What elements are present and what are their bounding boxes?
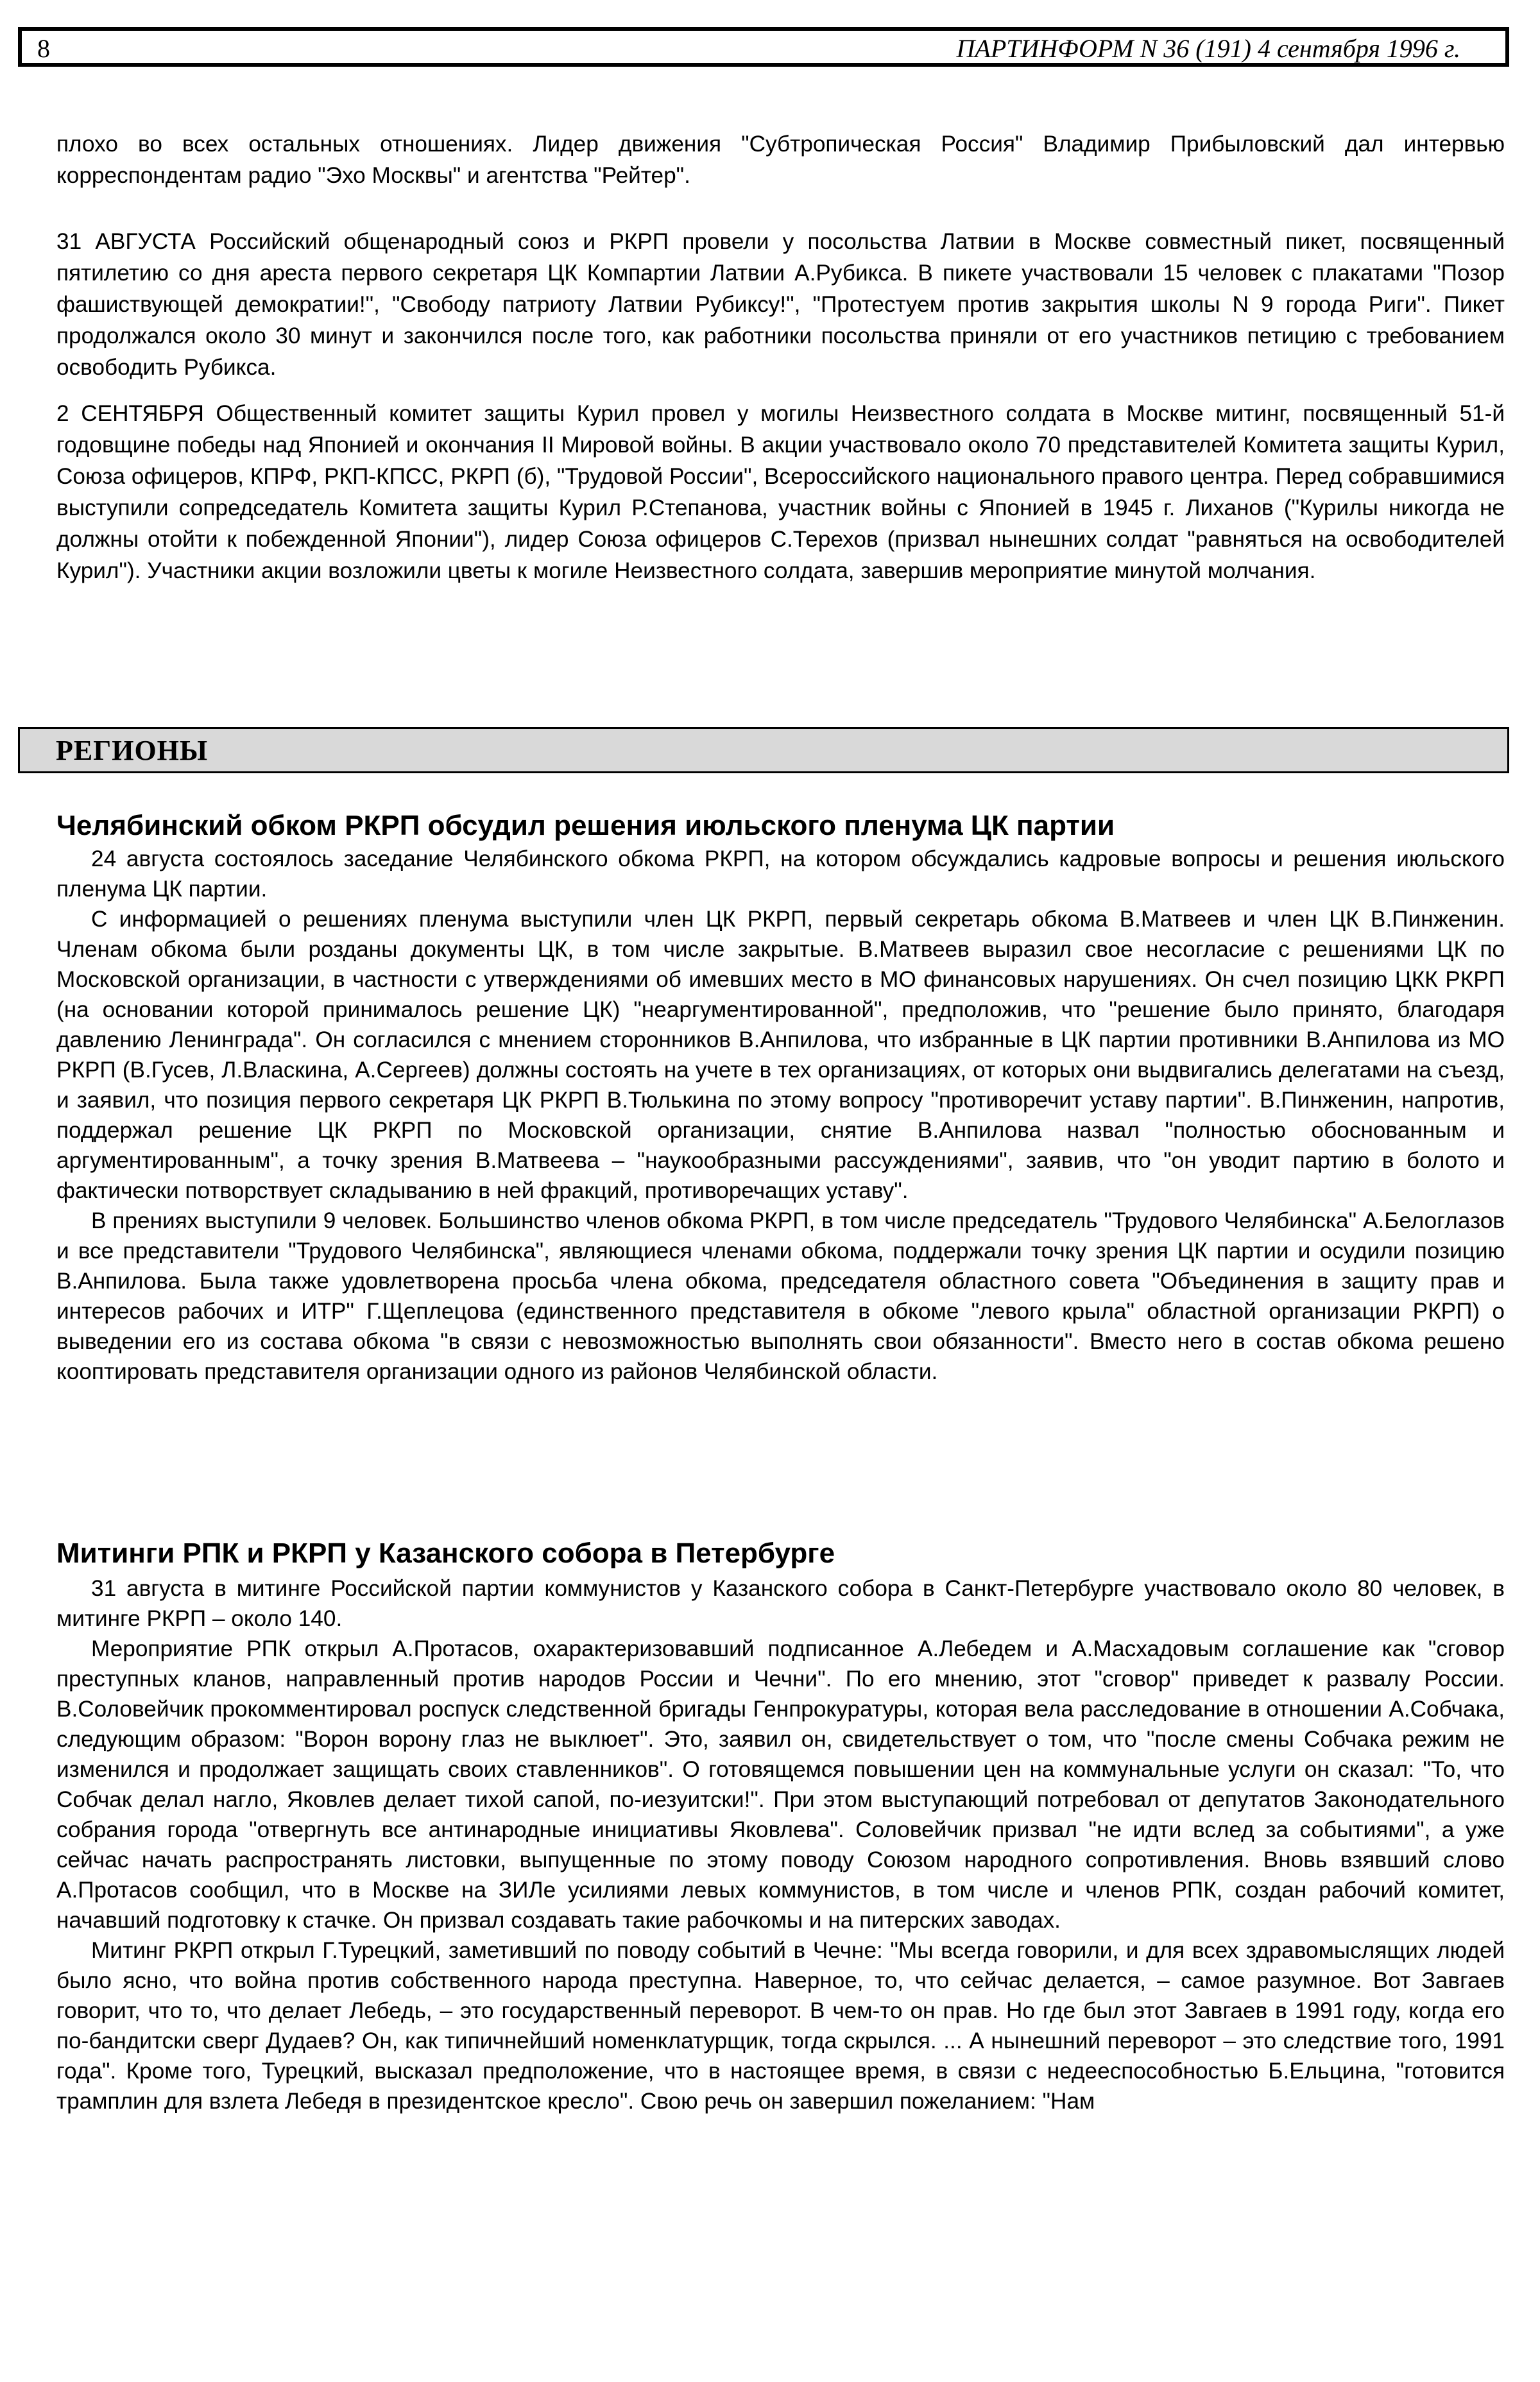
paragraph-august-31: 31 АВГУСТА Российский общенародный союз и РКРП провели у посольства Латвии в Москве совместный пикет, посвященный пятилетию со дня ареста первого секретаря ЦК Компартии Латвии А.Рубикса. В пикете участвовали 15 человек с плакатами "Позор фашиствующей демократии!", "Свободу патриоту Латвии Рубиксу!", "Протестуем против закрытия школы N 9 города Риги". Пикет продолжался около 30 минут и закончился после того, как работники посольства приняли от его участников петицию с требованием освободить Рубикса. (56, 229, 1505, 380)
paragraph-september-2: 2 СЕНТЯБРЯ Общественный комитет защиты Курил провел у могилы Неизвестного солдата в Москве митинг, посвященный 51-й годовщине победы над Японией и окончания II Мировой войны. В акции участвовало около 70 представителей Комитета защиты Курил, Союза офицеров, КПРФ, РКП-КПСС, РКРП (б), "Трудовой России", Всероссийского национального правого центра. Перед собравшимися выступили сопредседатель Комитета защиты Курил Р.Степанова, участник войны с Японией в 1945 г. Лиханов ("Курилы никогда не должны отойти к побежденной Японии"), лидер Союза офицеров С.Терехов (призвал нынешних солдат "равняться на освободителей Курил"). Участники акции возложили цветы к могиле Неизвестного солдата, завершив мероприятие минутой молчания. (56, 401, 1505, 583)
paragraph-continuation: плохо во всех остальных отношениях. Лидер движения "Субтропическая Россия" Владимир Прибыловский дал интервью корреспондентам радио "Эхо Москвы" и агентства "Рейтер". (56, 132, 1505, 188)
article-paragraph: Митинг РКРП открыл Г.Турецкий, заметивший по поводу событий в Чечне: "Мы всегда говорили, и для всех здравомыслящих людей было ясно, что война против собственного народа преступна. Наверное, то, что сейчас делается, – самое разумное. Вот Завгаев говорит, что то, что делает Лебедь, – это государственный переворот. В чем-то он прав. Но где был этот Завгаев в 1991 году, когда его по-бандитски сверг Дудаев? Он, как типичнейший номенклатурщик, тогда скрылся. ... А нынешний переворот – это следствие того, 1991 года". Кроме того, Турецкий, высказал предположение, что в настоящее время, в связи с недееспособностью Б.Ельцина, "готовится трамплин для взлета Лебедя в президентское кресло". Свою речь он завершил пожеланием: "Нам (56, 1938, 1505, 2114)
article-paragraph: В прениях выступили 9 человек. Большинство членов обкома РКРП, в том числе председатель "Трудового Челябинска" А.Белоглазов и все представители "Трудового Челябинска", являющиеся членами обкома, поддержали точку зрения ЦК партии и осудили позицию В.Анпилова. Была также удовлетворена просьба члена обкома, председателя областного совета "Объединения в защиту прав и интересов рабочих и ИТР" Г.Щеплецова (единственного представителя в обкоме "левого крыла" областной организации РКРП) о выведении его из состава обкома "в связи с невозможностью выполнять свои обязанности". Вместо него в состав обкома решено кооптировать представителя организации одного из районов Челябинской области. (56, 1208, 1505, 1384)
page-header (18, 27, 1509, 67)
article-paragraph: 31 августа в митинге Российской партии коммунистов у Казанского собора в Санкт-Петербурге участвовало около 80 человек, в митинге РКРП – около 140. (56, 1576, 1505, 1631)
article-title-chelyabinsk: Челябинский обком РКРП обсудил решения июльского пленума ЦК партии (56, 810, 1115, 841)
article-paragraph: С информацией о решениях пленума выступили член ЦК РКРП, первый секретарь обкома В.Матвеев и член ЦК В.Пинженин. Членам обкома были розданы документы ЦК, в том числе закрытые. В.Матвеев выразил свое несогласие с решениями ЦК по Московской организации, в частности с утверждениями об имевших место в МО финансовых нарушениях. Он счел позицию ЦКК РКРП (на основании которой принималось решение ЦК) "неаргументированной", предположив, что "решение было принято, благодаря давлению Ленинграда". Он согласился с мнением сторонников В.Анпилова, что избранные в ЦК партии противники В.Анпилова из МО РКРП (В.Гусев, Л.Власкина, А.Сергеев) должны состоять на учете в тех организациях, от которых они выдвигались делегатами на съезд, и заявил, что позиция первого секретаря ЦК РКРП В.Тюлькина по этому вопросу "противоречит уставу партии". В.Пинженин, напротив, поддержал решение ЦК РКРП по Московской организации, снятие В.Анпилова назвал "полностью обоснованным и аргументированным", а точку зрения В.Матвеева – "наукообразными рассуждениями", заявив, что "он уводит партию в болото и фактически потворствует складыванию в ней фракций, противоречащих уставу". (56, 907, 1505, 1203)
article-paragraph: Мероприятие РПК открыл А.Протасов, охарактеризовавший подписанное А.Лебедем и А.Масхадовым соглашение как "сговор преступных кланов, направленный против народов России и Чечни". По его мнению, этот "сговор" приведет к развалу России. В.Соловейчик прокомментировал роспуск следственной бригады Генпрокуратуры, которая вела расследование в отношении А.Собчака, следующим образом: "Ворон ворону глаз не выклюет". Это, заявил он, свидетельствует о том, что "после смены Собчака режим не изменился и продолжает защищать своих ставленников". О готовящемся повышении цен на коммунальные услуги он сказал: "То, что Собчак делал нагло, Яковлев делает тихой сапой, по-иезуитски!". При этом выступающий потребовал от депутатов Законодательного собрания города "отвергнуть все антинародные инициативы Яковлева". Соловейчик призвал "не идти вслед за событиями", а уже сейчас начать распространять листовки, выпущенные по этому поводу Союзом народного сопротивления. Вновь взявший слово А.Протасов сообщил, что в Москве на ЗИЛе усилиями левых коммунистов, в том числе и членов РПК, создан рабочий комитет, начавший подготовку к стачке. Он призвал создавать такие рабочкомы и на питерских заводах. (56, 1636, 1505, 1933)
page-number: 8 (37, 34, 50, 63)
article-body-chelyabinsk (56, 844, 1505, 1387)
publication-title: ПАРТИНФОРМ N 36 (191) 4 сентября 1996 г. (956, 34, 1460, 63)
article-paragraph: 24 августа состоялось заседание Челябинского обкома РКРП, на котором обсуждались кадровые вопросы и решения июльского пленума ЦК партии. (56, 846, 1505, 902)
section-band (18, 727, 1509, 773)
article-body-kazan-cathedral (56, 1573, 1505, 2116)
section-title: РЕГИОНЫ (56, 735, 209, 766)
article-title-kazan-cathedral: Митинги РПК и РКРП у Казанского собора в Петербурге (56, 1538, 835, 1569)
